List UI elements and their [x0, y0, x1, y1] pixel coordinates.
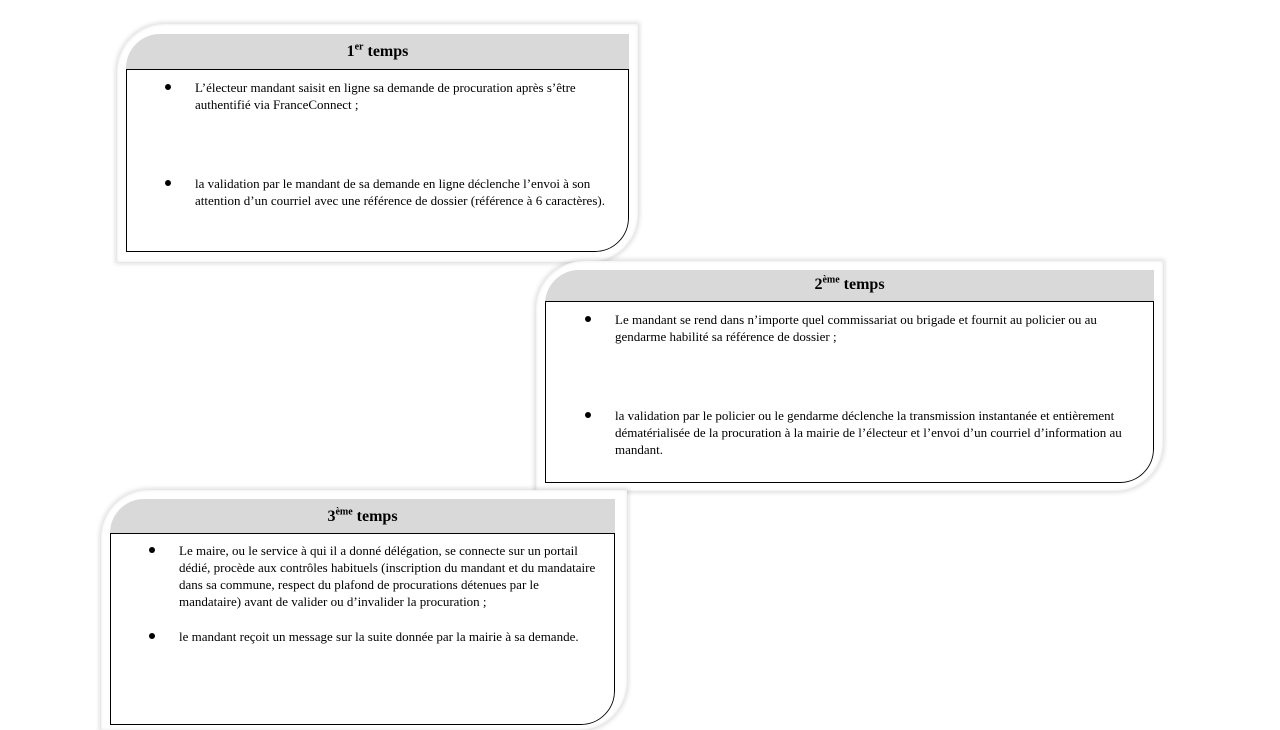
step-card-2-inner	[545, 270, 1154, 483]
step-card-1-title-superscript: er	[354, 41, 364, 53]
step-card-1-bullet-1: L’électeur mandant saisit en ligne sa demande de procuration après s’être authentifié via FranceConnect ;	[195, 80, 576, 112]
step-card-1-title	[126, 34, 629, 70]
step-card-1-title-number: 1	[346, 43, 355, 60]
step-card-3	[101, 490, 627, 730]
bullet-icon	[165, 84, 171, 90]
step-card-1-body	[126, 69, 629, 252]
step-card-1	[117, 24, 638, 262]
step-card-1-title-word: temps	[363, 43, 409, 60]
step-card-3-body	[110, 533, 615, 725]
step-card-2-title-number: 2	[814, 276, 823, 293]
step-card-3-title-number: 3	[327, 508, 336, 525]
bullet-icon	[149, 547, 155, 553]
step-card-2-title	[545, 270, 1154, 302]
step-card-3-bullet-1: Le maire, ou le service à qui il a donné délégation, se connecte sur un portail dédié, procède aux contrôles habituels (inscription du mandant et du mandataire dans sa commune, respect du plafond de procurations détenues par le mandataire) avant de valider ou d’invalider la procuration ;	[179, 543, 596, 609]
bullet-icon	[585, 316, 591, 322]
bullet-icon	[149, 633, 155, 639]
step-card-3-title	[110, 499, 615, 534]
bullet-icon	[165, 180, 171, 186]
step-card-2-bullet-2: la validation par le policier ou le gendarme déclenche la transmission instantanée et entièrement dématérialisée de la procuration à la mairie de l’électeur et l’envoi d’un courriel d’information au mandant.	[615, 408, 1122, 457]
step-card-2-title-word: temps	[839, 276, 885, 293]
step-card-2	[536, 261, 1163, 491]
step-card-3-inner	[110, 499, 615, 725]
step-card-3-title-word: temps	[352, 508, 398, 525]
step-card-1-inner	[126, 34, 629, 252]
step-card-3-bullet-2: le mandant reçoit un message sur la suite donnée par la mairie à sa demande.	[179, 629, 579, 644]
step-card-2-title-superscript: ème	[822, 274, 840, 286]
step-card-3-title-superscript: ème	[335, 506, 353, 518]
step-card-1-bullet-2: la validation par le mandant de sa demande en ligne déclenche l’envoi à son attention d’un courriel avec une référence de dossier (référence à 6 caractères).	[195, 176, 605, 208]
step-card-2-bullet-1: Le mandant se rend dans n’importe quel commissariat ou brigade et fournit au policier ou au gendarme habilité sa référence de dossier ;	[615, 312, 1097, 344]
step-card-2-body	[545, 301, 1154, 483]
bullet-icon	[585, 412, 591, 418]
